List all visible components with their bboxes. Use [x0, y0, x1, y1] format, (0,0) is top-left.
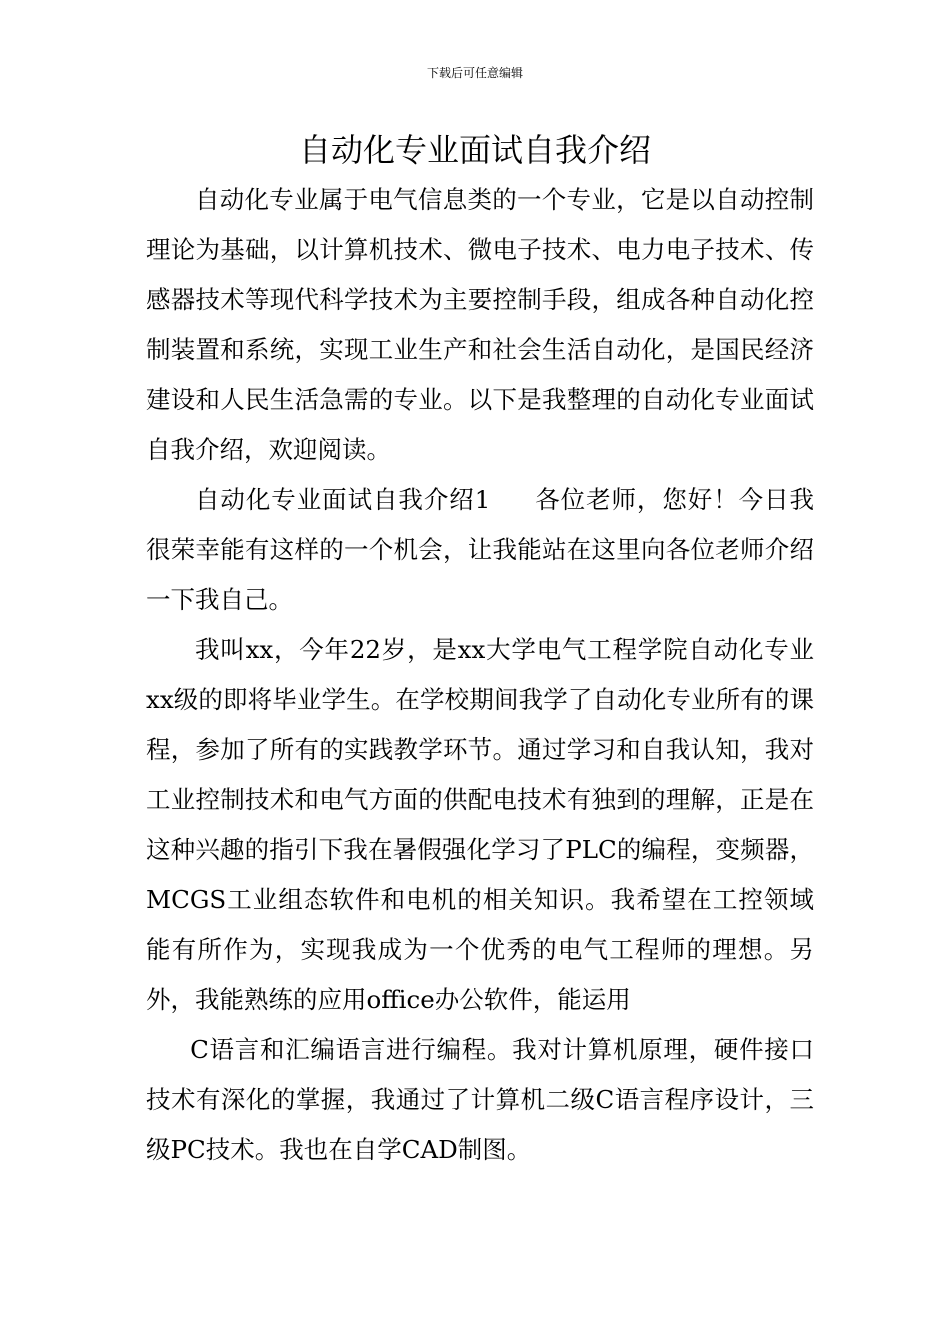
header-note: 下载后可任意编辑	[426, 66, 523, 80]
greeting-continuation: 我很荣幸能有这样的一个机会，让我能站在这里向各位老师介绍一下我自己。	[146, 485, 814, 614]
section-heading: 自动化专业面试自我介绍1	[195, 485, 491, 514]
paragraph-skills: C语言和汇编语言进行编程。我对计算机原理，硬件接口技术有深化的掌握，我通过了计算机二级C语言程序设计，三级PC技术。我也在自学CAD制图。	[146, 1035, 814, 1164]
document-title: 自动化专业面试自我介绍	[298, 131, 651, 169]
document-body	[146, 175, 814, 1175]
paragraph-background: 我叫xx，今年22岁，是xx大学电气工程学院自动化专业xx级的即将毕业学生。在学校期间我学了自动化专业所有的课程，参加了所有的实践教学环节。通过学习和自我认知，我对工业控制技术和电气方面的供配电技术有独到的理解，正是在这种兴趣的指引下我在暑假强化学习了PLC的编程，变频器，MCGS工业组态软件和电机的相关知识。我希望在工控领域能有所作为，实现我成为一个优秀的电气工程师的理想。另外，我能熟练的应用office办公软件，能运用	[146, 635, 814, 1014]
paragraph-intro: 自动化专业属于电气信息类的一个专业，它是以自动控制理论为基础，以计算机技术、微电子技术、电力电子技术、传感器技术等现代科学技术为主要控制手段，组成各种自动化控制装置和系统，实现工业生产和社会生活自动化，是国民经济建设和人民生活急需的专业。以下是我整理的自动化专业面试自我介绍，欢迎阅读。	[146, 185, 814, 464]
paragraph-greeting	[146, 475, 814, 625]
greeting-text: 各位老师，您好！今日	[534, 485, 790, 514]
